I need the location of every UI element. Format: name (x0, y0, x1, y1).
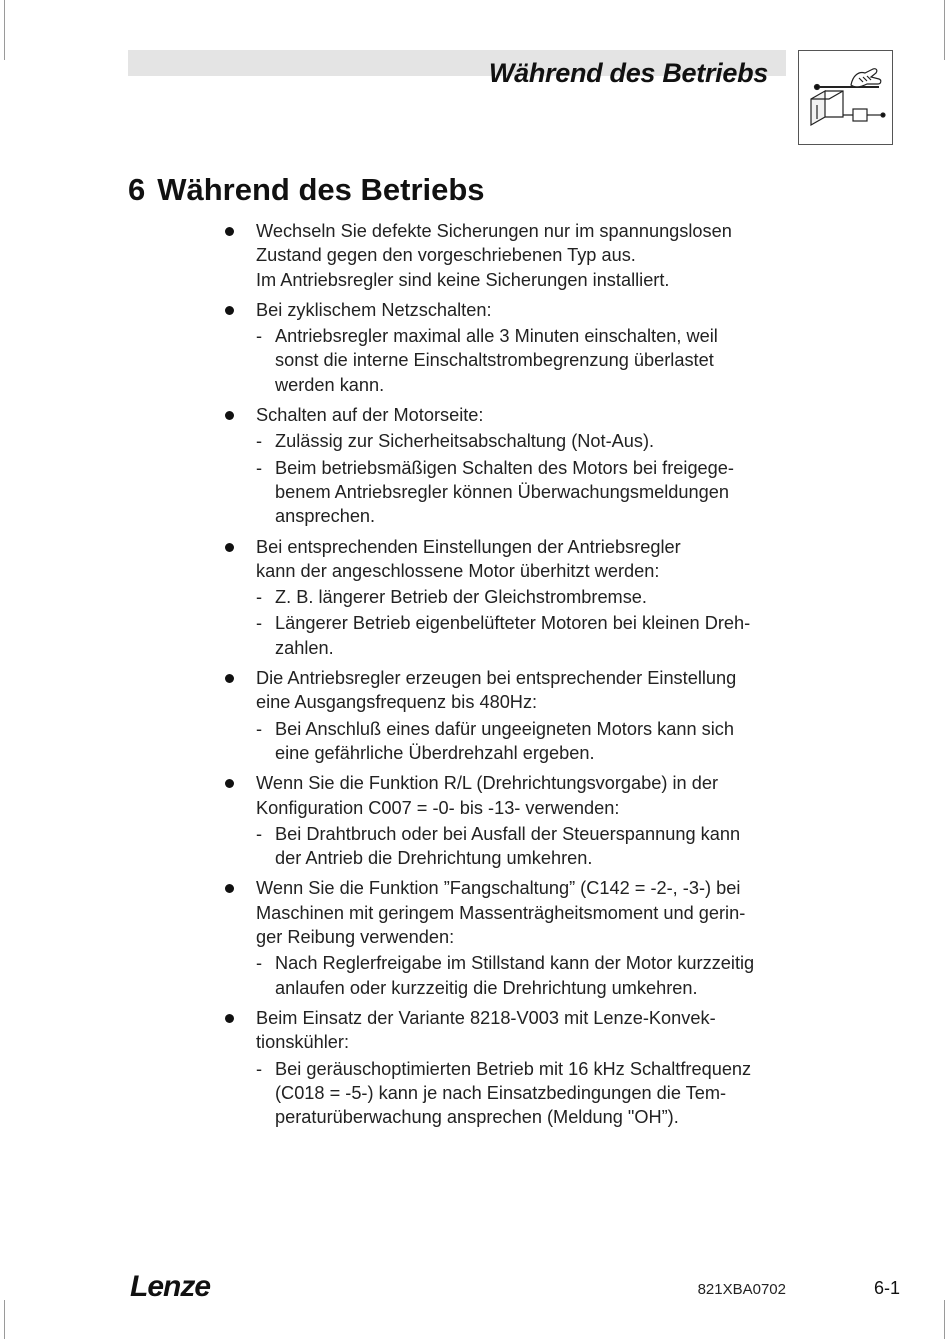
bullet-text-line: Wenn Sie die Funktion ”Fangschaltung” (C142 = -2-, -3-) bei (256, 878, 741, 899)
sub-item (256, 429, 816, 453)
bullet-text-line: kann der angeschlossene Motor überhitzt werden: (256, 560, 660, 581)
sub-text-line: Antriebsregler maximal alle 3 Minuten einschalten, weil (275, 326, 718, 347)
sub-item (256, 585, 816, 609)
sub-item (256, 951, 816, 1000)
sub-text-line: sonst die interne Einschaltstrombegrenzung überlastet (275, 350, 714, 371)
header-title: Während des Betriebs (488, 58, 768, 88)
sub-text-line: Zulässig zur Sicherheitsabschaltung (Not-Aus). (275, 431, 655, 452)
sub-text-line: Nach Reglerfreigabe im Stillstand kann der Motor kurzzeitig (275, 953, 755, 974)
bullet-item (256, 298, 816, 397)
page-edge-mark (4, 1300, 5, 1339)
bullet-text-line: Beim Einsatz der Variante 8218-V003 mit Lenze-Konvek- (256, 1007, 716, 1028)
sub-text-line: eine gefährliche Überdrehzahl ergeben. (275, 742, 595, 763)
sub-text-line: (C018 = -5-) kann je nach Einsatzbedingungen die Tem- (275, 1082, 727, 1103)
hand-on-device-icon (798, 50, 893, 145)
bullet-item (256, 666, 816, 765)
sub-item (256, 822, 816, 871)
page-edge-mark (944, 1300, 945, 1339)
dash-marker: - (256, 457, 263, 478)
dash-marker: - (256, 823, 263, 844)
bullet-text-line: Wechseln Sie defekte Sicherungen nur im spannungslosen (256, 221, 732, 241)
sub-text-line: der Antrieb die Drehrichtung umkehren. (275, 848, 593, 869)
sub-text-line: benem Antriebsregler können Überwachungsmeldungen (275, 481, 729, 502)
dash-marker: - (256, 613, 263, 634)
lenze-logo: Lenze (130, 1270, 211, 1303)
sub-text-line: Bei Anschluß eines dafür ungeeigneten Motors kann sich (275, 718, 735, 739)
dash-marker: - (256, 326, 263, 347)
sub-text-line: Beim betriebsmäßigen Schalten des Motors bei freigege- (275, 457, 734, 478)
sub-item (256, 1057, 816, 1130)
sub-item (256, 717, 816, 766)
dash-marker: - (256, 431, 263, 452)
dash-marker: - (256, 953, 263, 974)
bullet-text-line: ger Reibung verwenden: (256, 927, 455, 948)
bullet-item (256, 1006, 816, 1129)
sub-text-line: peraturüberwachung ansprechen (Meldung "OH”). (275, 1107, 679, 1128)
bullet-list (256, 219, 816, 1135)
sub-text-line: werden kann. (275, 374, 385, 395)
chapter-number: 6 (128, 172, 146, 207)
bullet-item (256, 403, 816, 528)
sub-item (256, 456, 816, 529)
bullet-item (256, 876, 816, 999)
bullet-text-line: Wenn Sie die Funktion R/L (Drehrichtungsvorgabe) in der (256, 773, 718, 794)
bullet-text-line: Bei entsprechenden Einstellungen der Antriebsregler (256, 536, 681, 557)
bullet-item (256, 771, 816, 870)
document-code: 821XBA0702 (697, 1281, 786, 1298)
dash-marker: - (256, 718, 263, 739)
bullet-text-line: Bei zyklischem Netzschalten: (256, 299, 492, 320)
sub-item (256, 324, 816, 397)
page-edge-mark (944, 0, 945, 60)
bullet-text-line: Maschinen mit geringem Massenträgheitsmoment und gerin- (256, 902, 746, 923)
sub-text-line: Bei Drahtbruch oder bei Ausfall der Steuerspannung kann (275, 823, 741, 844)
page-number: 6-1 (873, 1278, 900, 1298)
page-edge-mark (4, 0, 5, 60)
chapter-heading (128, 172, 485, 208)
sub-text-line: zahlen. (275, 637, 334, 658)
sub-text-line: Bei geräuschoptimierten Betrieb mit 16 kHz Schaltfrequenz (275, 1058, 752, 1079)
bullet-text-line: Konfiguration C007 = -0- bis -13- verwenden: (256, 797, 620, 818)
sub-text-line: anlaufen oder kurzzeitig die Drehrichtung umkehren. (275, 977, 698, 998)
bullet-text-line: Im Antriebsregler sind keine Sicherungen installiert. (256, 269, 670, 290)
sub-text-line: ansprechen. (275, 506, 376, 527)
bullet-text-line: Schalten auf der Motorseite: (256, 405, 484, 426)
bullet-item (256, 535, 816, 660)
chapter-title: Während des Betriebs (157, 172, 485, 207)
bullet-text-line: Die Antriebsregler erzeugen bei entsprechender Einstellung (256, 668, 737, 689)
dash-marker: - (256, 587, 263, 608)
bullet-text-line: Zustand gegen den vorgeschriebenen Typ aus. (256, 245, 636, 266)
sub-item (256, 611, 816, 660)
bullet-text-line: eine Ausgangsfrequenz bis 480Hz: (256, 692, 538, 713)
bullet-item (256, 219, 816, 292)
bullet-text-line: tionskühler: (256, 1032, 350, 1053)
sub-text-line: Z. B. längerer Betrieb der Gleichstrombremse. (275, 587, 647, 608)
sub-text-line: Längerer Betrieb eigenbelüfteter Motoren bei kleinen Dreh- (275, 613, 751, 634)
dash-marker: - (256, 1058, 263, 1079)
